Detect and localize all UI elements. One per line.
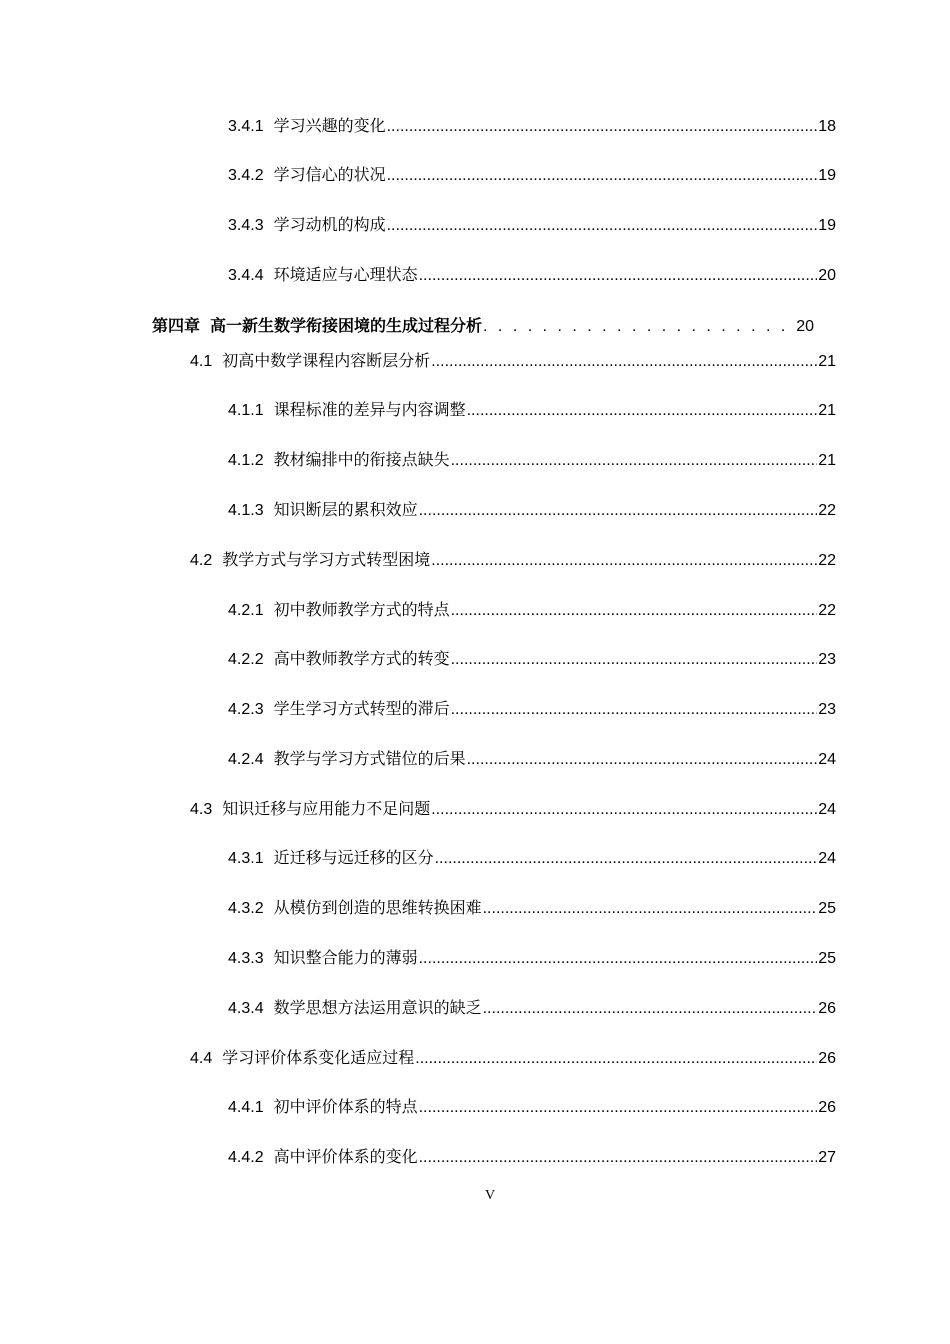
dot-leader [435, 849, 817, 869]
toc-entry-number: 4.1.3 [228, 502, 264, 519]
toc-entry[interactable] [228, 1148, 836, 1168]
toc-entry-title: 教材编排中的衔接点缺失 [273, 452, 450, 469]
toc-entry-page: 19 [818, 217, 836, 234]
toc-entry-title: 教学方式与学习方式转型困境 [222, 552, 431, 569]
toc-entry-title: 学习兴趣的变化 [273, 118, 386, 135]
toc-entry-title: 学习动机的构成 [273, 217, 386, 234]
toc-entry-title: 高一新生数学衔接困境的生成过程分析 [210, 318, 483, 335]
toc-entry-number: 3.4.1 [228, 118, 264, 135]
dot-leader [451, 451, 817, 471]
toc-entry-page: 24 [818, 751, 836, 768]
toc-entry[interactable] [190, 800, 836, 820]
toc-entry[interactable] [228, 266, 836, 286]
dot-leader [483, 999, 817, 1019]
toc-entry[interactable] [228, 650, 836, 670]
toc-entry-page: 24 [818, 850, 836, 867]
toc-entry-page: 21 [818, 353, 836, 370]
dot-leader [419, 1098, 817, 1118]
toc-entry-number: 4.4.2 [228, 1149, 264, 1166]
dot-leader [467, 401, 817, 421]
dot-leader [431, 352, 817, 372]
toc-entry-title: 环境适应与心理状态 [273, 267, 418, 284]
toc-entry-number: 3.4.4 [228, 267, 264, 284]
toc-entry-title: 课程标准的差异与内容调整 [273, 402, 466, 419]
toc-entry-page: 26 [818, 1000, 836, 1017]
toc-entry-page: 22 [818, 602, 836, 619]
dot-leader [419, 501, 817, 521]
dot-leader [431, 800, 817, 820]
toc-entry-title: 高中教师教学方式的转变 [273, 651, 450, 668]
toc-entry[interactable] [228, 451, 836, 471]
toc-entry-title: 初中教师教学方式的特点 [273, 602, 450, 619]
toc-entry-page: 19 [818, 167, 836, 184]
toc-entry-title: 从模仿到创造的思维转换困难 [273, 900, 482, 917]
toc-entry-title: 高中评价体系的变化 [273, 1149, 418, 1166]
dot-leader [431, 551, 817, 571]
toc-entry-page: 18 [818, 118, 836, 135]
toc-entry-number: 4.3.4 [228, 1000, 264, 1017]
toc-entry-page: 22 [818, 552, 836, 569]
toc-entry[interactable] [228, 1098, 836, 1118]
toc-entry-number: 4.2.3 [228, 701, 264, 718]
toc-entry[interactable] [228, 216, 836, 236]
toc-entry-number: 4.2 [190, 552, 213, 569]
toc-entry-title: 初中评价体系的特点 [273, 1099, 418, 1116]
toc-entry[interactable] [228, 849, 836, 869]
toc-entry[interactable] [228, 750, 836, 770]
toc-entry[interactable] [228, 949, 836, 969]
dot-leader [483, 899, 817, 919]
toc-entry-page: 25 [818, 900, 836, 917]
toc-entry[interactable] [228, 999, 836, 1019]
toc-entry-number: 4.4 [190, 1050, 213, 1067]
dot-leader [387, 166, 817, 186]
toc-entry-number: 4.3.3 [228, 950, 264, 967]
toc-entry-title: 近迁移与远迁移的区分 [273, 850, 434, 867]
dot-leader [467, 750, 817, 770]
toc-entry-number: 4.4.1 [228, 1099, 264, 1116]
toc-entry-title: 学生学习方式转型的滞后 [273, 701, 450, 718]
dot-leader [451, 700, 817, 720]
toc-entry[interactable] [190, 352, 836, 372]
toc-entry-page: 26 [818, 1099, 836, 1116]
toc-entry-page: 21 [818, 452, 836, 469]
toc-entry-page: 24 [818, 801, 836, 818]
toc-entry-page: 20 [818, 267, 836, 284]
dot-leader [387, 216, 817, 236]
toc-entry-number: 4.3.2 [228, 900, 264, 917]
toc-entry-title: 学习信心的状况 [273, 167, 386, 184]
toc-entry-title: 数学思想方法运用意识的缺乏 [273, 1000, 482, 1017]
dot-leader [419, 266, 817, 286]
toc-entry-title: 知识断层的累积效应 [273, 502, 418, 519]
toc-entry-title: 初高中数学课程内容断层分析 [222, 353, 431, 370]
dot-leader [451, 650, 817, 670]
toc-entry-number: 3.4.3 [228, 217, 264, 234]
dot-leader [483, 317, 795, 337]
toc-entry-number: 4.3 [190, 801, 213, 818]
toc-entry-page: 27 [818, 1149, 836, 1166]
dot-leader [419, 1148, 817, 1168]
page-number-footer: V [484, 1188, 496, 1203]
toc-entry-page: 25 [818, 950, 836, 967]
toc-entry-page: 22 [818, 502, 836, 519]
toc-entry[interactable] [228, 166, 836, 186]
toc-entry-number: 4.2.1 [228, 602, 264, 619]
toc-entry-number: 第四章 [152, 318, 201, 335]
toc-entry[interactable] [228, 401, 836, 421]
toc-entry[interactable] [228, 601, 836, 621]
toc-chapter-entry[interactable] [152, 317, 814, 337]
toc-entry-title: 知识迁移与应用能力不足问题 [222, 801, 431, 818]
toc-entry-number: 4.1.1 [228, 402, 264, 419]
toc-entry-page: 20 [796, 318, 814, 335]
toc-entry-title: 知识整合能力的薄弱 [273, 950, 418, 967]
toc-entry-title: 学习评价体系变化适应过程 [222, 1050, 415, 1067]
toc-entry[interactable] [190, 1049, 836, 1069]
toc-entry-title: 教学与学习方式错位的后果 [273, 751, 466, 768]
toc-entry-page: 21 [818, 402, 836, 419]
toc-entry[interactable] [228, 117, 836, 137]
toc-entry[interactable] [228, 700, 836, 720]
dot-leader [451, 601, 817, 621]
toc-entry-number: 4.2.2 [228, 651, 264, 668]
toc-entry[interactable] [190, 551, 836, 571]
dot-leader [415, 1049, 817, 1069]
toc-entry-page: 26 [818, 1050, 836, 1067]
dot-leader [419, 949, 817, 969]
dot-leader [387, 117, 817, 137]
toc-entry[interactable] [228, 501, 836, 521]
toc-entry-page: 23 [818, 701, 836, 718]
toc-entry-page: 23 [818, 651, 836, 668]
toc-entry[interactable] [228, 899, 836, 919]
toc-entry-number: 4.3.1 [228, 850, 264, 867]
toc-entry-number: 3.4.2 [228, 167, 264, 184]
toc-entry-number: 4.1 [190, 353, 213, 370]
toc-entry-number: 4.1.2 [228, 452, 264, 469]
toc-entry-number: 4.2.4 [228, 751, 264, 768]
